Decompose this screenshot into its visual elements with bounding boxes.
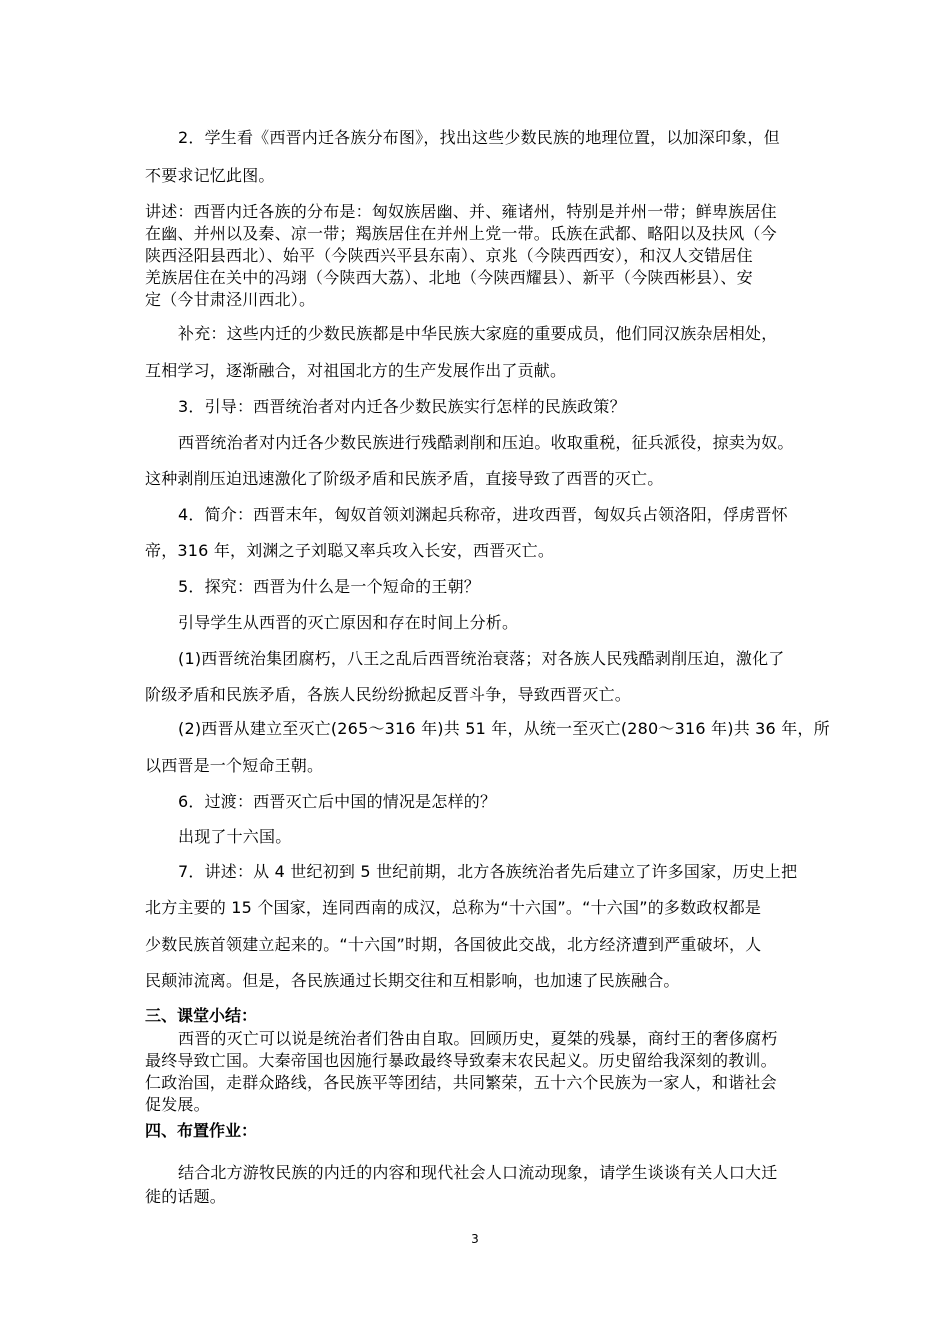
lecture-line: 定（今甘肃泾川西北）。 (145, 290, 316, 309)
paragraph-5b-line-1: (2)西晋从建立至灭亡(265～316 年)共 51 年，从统一至灭亡(280～316 年)共 36 年，所 (178, 719, 830, 738)
paragraph-7-line-2: 北方主要的 15 个国家，连同西南的成汉，总称为“十六国”。“十六国”的多数政权都是 (145, 898, 762, 917)
page-number: 3 (471, 1232, 479, 1246)
paragraph-5-guide: 引导学生从西晋的灭亡原因和存在时间上分析。 (178, 613, 519, 632)
supplement-line-2: 互相学习，逐渐融合，对祖国北方的生产发展作出了贡献。 (145, 361, 567, 380)
homework-line-2: 徙的话题。 (145, 1187, 227, 1206)
paragraph-5: 5．探究：西晋为什么是一个短命的王朝？ (178, 577, 480, 596)
paragraph-6-answer: 出现了十六国。 (178, 827, 292, 846)
section-heading-summary: 三、课堂小结： (145, 1006, 258, 1025)
lecture-line: 讲述：西晋内迁各族的分布是：匈奴族居幽、并、雍诸州，特别是并州一带；鲜卑族居住 (145, 202, 777, 221)
summary-line: 促发展。 (145, 1095, 210, 1114)
paragraph-5a-line-1: (1)西晋统治集团腐朽，八王之乱后西晋统治衰落；对各族人民残酷剥削压迫，激化了 (178, 649, 785, 668)
lecture-line: 羌族居住在关中的冯翊（今陕西大荔）、北地（今陕西耀县）、新平（今陕西彬县）、安 (145, 268, 753, 287)
paragraph-2-line-1: 2．学生看《西晋内迁各族分布图》，找出这些少数民族的地理位置，以加深印象，但 (178, 128, 780, 147)
lecture-distribution (145, 201, 825, 311)
summary-line: 西晋的灭亡可以说是统治者们咎由自取。回顾历史，夏桀的残暴，商纣王的奢侈腐朽 (178, 1029, 778, 1048)
paragraph-3-answer-line-1: 西晋统治者对内迁各少数民族进行残酷剥削和压迫。收取重税，征兵派役，掠卖为奴。 (178, 433, 794, 452)
paragraph-2-line-2: 不要求记忆此图。 (145, 166, 275, 185)
paragraph-7-line-4: 民颠沛流离。但是，各民族通过长期交往和互相影响，也加速了民族融合。 (145, 971, 680, 990)
paragraph-5a-line-2: 阶级矛盾和民族矛盾，各族人民纷纷掀起反晋斗争，导致西晋灭亡。 (145, 685, 632, 704)
summary-paragraph (145, 1028, 825, 1116)
homework-line-1: 结合北方游牧民族的内迁的内容和现代社会人口流动现象，请学生谈谈有关人口大迁 (178, 1163, 778, 1182)
paragraph-4-line-1: 4．简介：西晋末年，匈奴首领刘渊起兵称帝，进攻西晋，匈奴兵占领洛阳，俘虏晋怀 (178, 505, 788, 524)
paragraph-3: 3．引导：西晋统治者对内迁各少数民族实行怎样的民族政策？ (178, 397, 626, 416)
paragraph-7-line-3: 少数民族首领建立起来的。“十六国”时期，各国彼此交战，北方经济遭到严重破坏，人 (145, 935, 762, 954)
summary-line: 最终导致亡国。大秦帝国也因施行暴政最终导致秦末农民起义。历史留给我深刻的教训。 (145, 1051, 777, 1070)
supplement-line-1: 补充：这些内迁的少数民族都是中华民族大家庭的重要成员，他们同汉族杂居相处， (178, 324, 778, 343)
paragraph-6: 6．过渡：西晋灭亡后中国的情况是怎样的？ (178, 792, 497, 811)
paragraph-3-answer-line-2: 这种剥削压迫迅速激化了阶级矛盾和民族矛盾，直接导致了西晋的灭亡。 (145, 469, 664, 488)
paragraph-4-line-2: 帝，316 年，刘渊之子刘聪又率兵攻入长安，西晋灭亡。 (145, 541, 555, 560)
paragraph-7-line-1: 7．讲述：从 4 世纪初到 5 世纪前期，北方各族统治者先后建立了许多国家，历史上把 (178, 862, 798, 881)
lecture-line: 在幽、并州以及秦、凉一带；羯族居住在并州上党一带。氐族在武都、略阳以及扶风（今 (145, 224, 777, 243)
section-heading-homework: 四、布置作业： (145, 1121, 258, 1140)
lecture-line: 陕西泾阳县西北）、始平（今陕西兴平县东南）、京兆（今陕西西安），和汉人交错居住 (145, 246, 753, 265)
paragraph-5b-line-2: 以西晋是一个短命王朝。 (145, 756, 324, 775)
summary-line: 仁政治国，走群众路线，各民族平等团结，共同繁荣，五十六个民族为一家人，和谐社会 (145, 1073, 777, 1092)
